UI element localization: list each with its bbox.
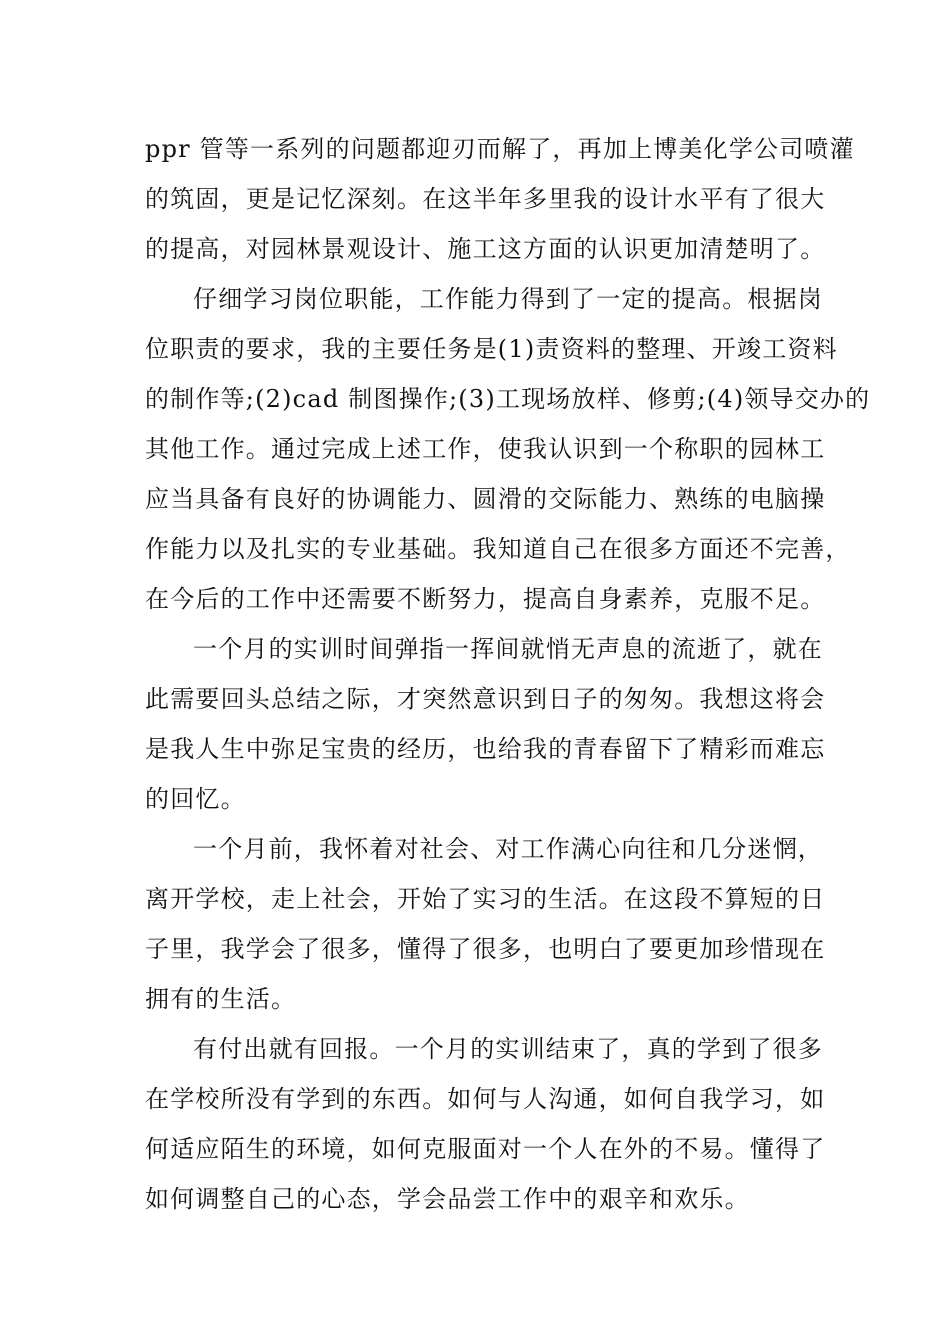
text-line: 离开学校，走上社会，开始了实习的生活。在这段不算短的日: [145, 885, 826, 913]
text-line: 应当具备有良好的协调能力、圆滑的交际能力、熟练的电脑操: [145, 485, 826, 513]
text-line: 的回忆。: [145, 785, 246, 813]
paragraph: [145, 124, 855, 274]
text-line: 在今后的工作中还需要不断努力，提高自身素养，克服不足。: [145, 585, 826, 613]
paragraph: [145, 824, 825, 1024]
text-line: 如何调整自己的心态，学会品尝工作中的艰辛和欢乐。: [145, 1185, 750, 1213]
paragraph: [145, 1024, 825, 1224]
text-line: 的筑固，更是记忆深刻。在这半年多里我的设计水平有了很大: [145, 185, 826, 213]
text-line: 的提高，对园林景观设计、施工这方面的认识更加清楚明了。: [145, 235, 826, 263]
text-line: 子里，我学会了很多，懂得了很多，也明白了要更加珍惜现在: [145, 935, 826, 963]
text-line: 一个月前，我怀着对社会、对工作满心向往和几分迷惘，: [193, 835, 823, 863]
paragraph: [145, 624, 825, 824]
text-line: 有付出就有回报。一个月的实训结束了，真的学到了很多: [193, 1035, 823, 1063]
paragraph: [145, 274, 871, 624]
text-line: 作能力以及扎实的专业基础。我知道自己在很多方面还不完善，: [145, 535, 851, 563]
text-line: 仔细学习岗位职能，工作能力得到了一定的提高。根据岗: [193, 285, 823, 313]
text-line: 此需要回头总结之际，才突然意识到日子的匆匆。我想这将会: [145, 685, 826, 713]
text-line: 是我人生中弥足宝贵的经历，也给我的青春留下了精彩而难忘: [145, 735, 826, 763]
text-line: 拥有的生活。: [145, 985, 297, 1013]
text-line: 在学校所没有学到的东西。如何与人沟通，如何自我学习，如: [145, 1085, 826, 1113]
text-line: ppr 管等一系列的问题都迎刃而解了，再加上博美化学公司喷灌: [145, 135, 855, 163]
text-line: 其他工作。通过完成上述工作，使我认识到一个称职的园林工: [145, 435, 826, 463]
text-line: 一个月的实训时间弹指一挥间就悄无声息的流逝了，就在: [193, 635, 823, 663]
text-line: 何适应陌生的环境，如何克服面对一个人在外的不易。懂得了: [145, 1135, 826, 1163]
text-line: 位职责的要求，我的主要任务是(1)责资料的整理、开竣工资料: [145, 335, 838, 363]
document-body: [145, 124, 871, 1224]
text-line: 的制作等;(2)cad 制图操作;(3)工现场放样、修剪;(4)领导交办的: [145, 385, 871, 413]
